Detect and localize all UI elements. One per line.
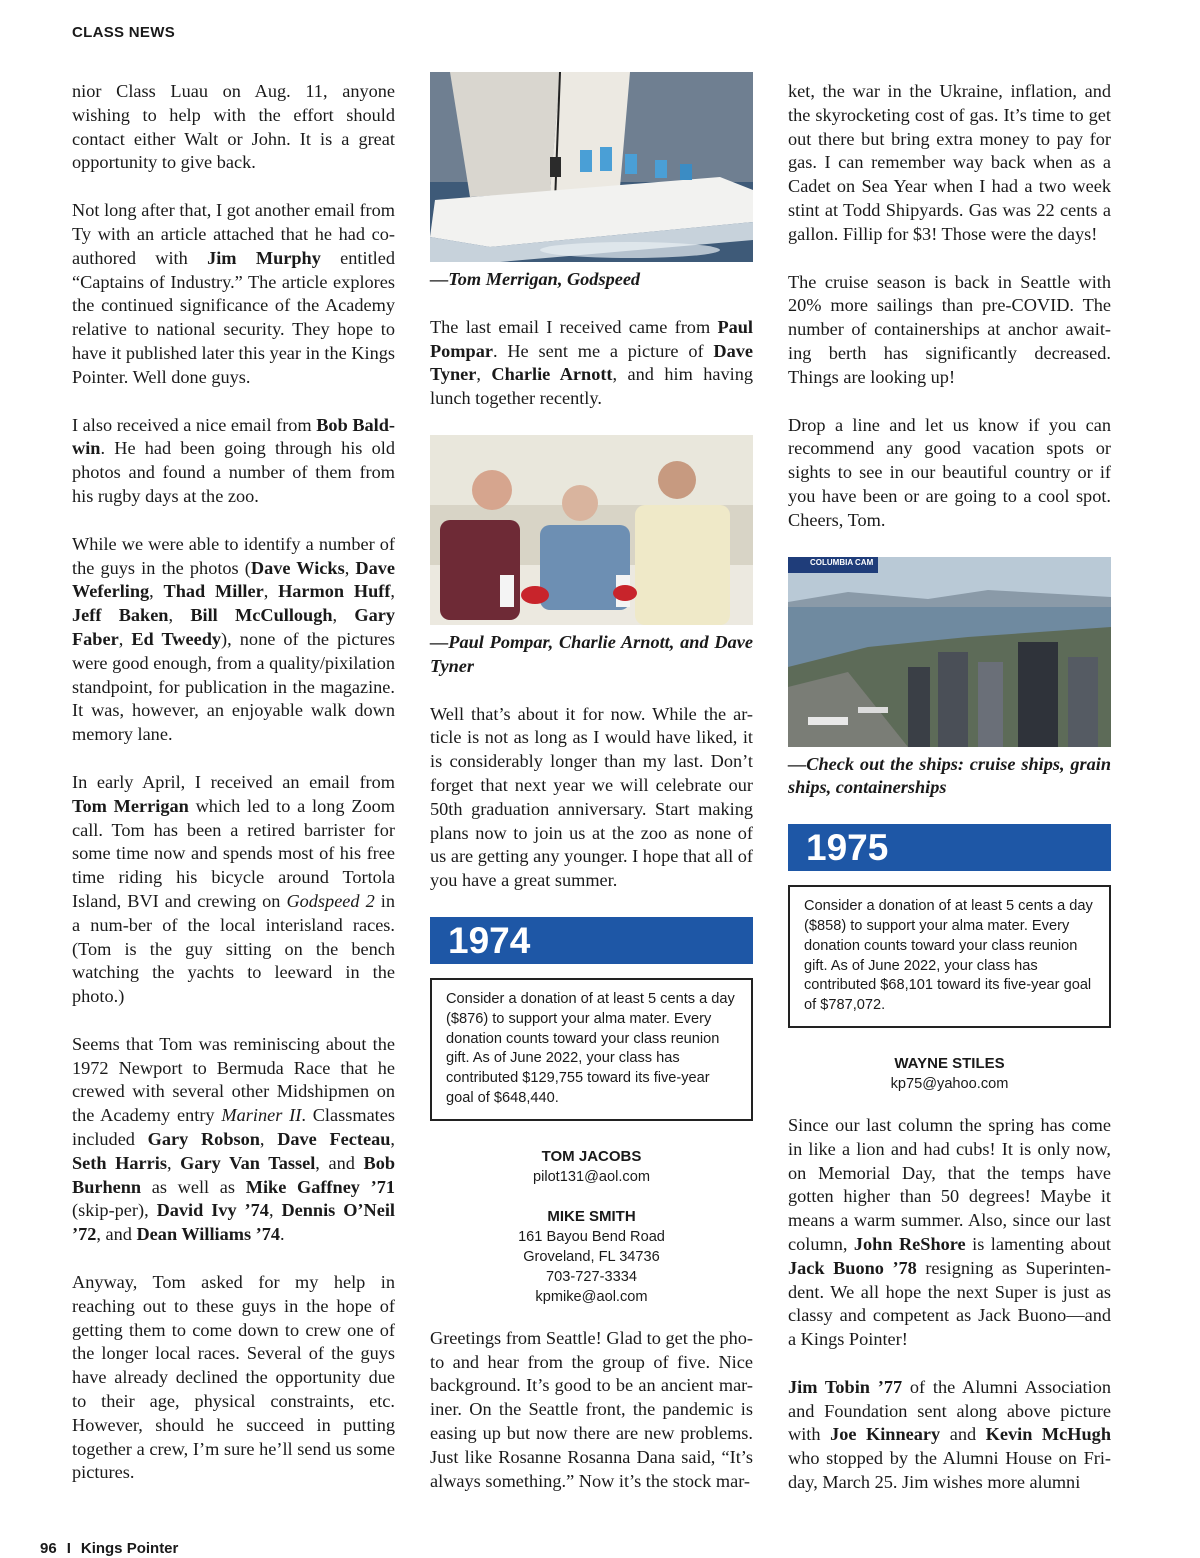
page-number: 96 — [40, 1540, 57, 1557]
paragraph: Jim Tobin ’77 of the Alumni Association and Foundation sent along above picture with Joe Kinneary and Kevin McHugh who stopped by the Alumni House on Fri-day, March 25. Jim wishes more alumni — [788, 1376, 1111, 1493]
paragraph: Since our last column the spring has come in like a lion and had cubs! It is only now, on Memorial Day, that the temps have gotten higher than 50 degrees! Maybe it means a warm summer. Also, since our last column, John ReShore is lamenting about Jack Buono ’78 resigning as Superinten-dent. We all hope the next Super is just as classy and competent as Jack Buono—and a Kings Pointer! — [788, 1114, 1111, 1350]
contact-name: WAYNE STILES — [894, 1054, 1005, 1072]
contact-email[interactable]: kp75@yahoo.com — [890, 1075, 1009, 1092]
year-header-1974: 1974 — [430, 917, 753, 964]
contact-phone: 703-727-3334 — [546, 1268, 637, 1285]
section-label: CLASS NEWS — [72, 24, 176, 41]
paragraph: Drop a line and let us know if you can recommend any good vacation spots or sights to see in our beautiful country or if you have been or are going to a cool spot. Cheers, Tom. — [788, 414, 1111, 530]
contact-email[interactable]: kpmike@aol.com — [535, 1288, 648, 1305]
seattle-photo — [788, 557, 1111, 747]
donation-box: Consider a donation of at least 5 cents a day ($876) to support your alma mater. Every donation counts toward your class reunion gift. As of June 2022, your class has contributed $129,755 toward its five-year goal of $648,440. — [430, 978, 753, 1121]
publication-name: Kings Pointer — [80, 1540, 179, 1557]
paragraph: Not long after that, I got another email from Ty with an article attached that he had co-authored with Jim Murphy entitled “Captains of Industry.” The article explores the continued significance of the Academy relative to national security. They hope to have it published later this year in the Kings Pointer. Well done guys. — [72, 200, 395, 387]
column-1 — [72, 80, 395, 1509]
paragraph: While we were able to identify a number of the guys in the photos (Dave Wicks, Dave Weferling, Thad Miller, Harmon Huff, Jeff Baken, Bill McCullough, Gary Faber, Ed Tweedy), none of the pictures were good enough, from a quality/pixilation standpoint, for publication in the magazine. It was, however, an enjoyable walk down memory lane. — [72, 533, 396, 745]
contact-address: 161 Bayou Bend Road — [518, 1228, 665, 1245]
contact-name: MIKE SMITH — [547, 1207, 636, 1225]
paragraph: The last email I received came from Paul Pompar. He sent me a picture of Dave Tyner, Charlie Arnott, and him having lunch together recently. — [430, 316, 754, 409]
paragraph: The cruise season is back in Seattle with 20% more sailings than pre-COVID. The number of containerships at anchor await-ing berth has significantly decreased. Things are looking up! — [788, 271, 1111, 387]
photo-caption: —Paul Pompar, Charlie Arnott, and Dave Tyner — [430, 631, 753, 676]
contact-block — [788, 1054, 1111, 1094]
page-footer — [40, 1540, 178, 1557]
paragraph: Greetings from Seattle! Glad to get the pho-to and hear from the group of five. Nice background. It’s good to be an ancient mar-iner. On the Seattle front, the pandemic is easing up but now there are new problems. Just like Rosanne Rosanna Dana said, “It’s always something.” Now it’s the stock mar- — [430, 1327, 753, 1491]
paragraph: Seems that Tom was reminiscing about the 1972 Newport to Bermuda Race that he crewed with several other Midshipmen on the Academy entry Mariner II. Classmates included Gary Robson, Dave Fecteau, Seth Harris, Gary Van Tassel, and Bob Burhenn as well as Mike Gaffney ’71 (skip-per), David Ivy ’74, Dennis O’Neil ’72, and Dean Williams ’74. — [72, 1033, 396, 1245]
column-2 — [430, 72, 753, 1517]
donation-box: Consider a donation of at least 5 cents a day ($858) to support your alma mater. Every donation counts toward your class reunion gift. As of June 2022, your class has contributed $68,101 toward its five-year goal of $787,072. — [788, 885, 1111, 1028]
contact-email[interactable]: pilot131@aol.com — [532, 1168, 651, 1185]
photo-caption: —Tom Merrigan, Godspeed — [430, 269, 641, 289]
paragraph: Well that’s about it for now. While the ar-ticle is not as long as I would have liked, it is considerably longer than my last. Don’t forget that next year we will celebrate our 50th graduation anniversary. Start making plans now to join us at the zoo as none of us are getting any younger. I hope that all of you have a great summer. — [430, 703, 753, 891]
photo-caption: —Check out the ships: cruise ships, grain ships, containerships — [788, 753, 1111, 798]
contact-name: TOM JACOBS — [541, 1147, 642, 1165]
sailboat-photo — [430, 72, 753, 262]
footer-separator: I — [66, 1540, 71, 1557]
paragraph: Anyway, Tom asked for my help in reaching out to these guys in the hope of getting them to come down to crew one of the longer local races. Several of the guys have already declined the opportunity due to their age, physical constraints, etc. However, should he succeed in putting together a crew, I’m sure he’ll send us some pictures. — [72, 1272, 395, 1483]
lunch-photo — [430, 435, 753, 625]
contact-block — [430, 1207, 753, 1307]
year-header-1975: 1975 — [788, 824, 1111, 871]
paragraph: In early April, I received an email from Tom Merrigan which led to a long Zoom call. Tom has been a retired barrister for some time now and spends most of his free time riding his bicycle around Tortola Island, BVI and crewing on Godspeed 2 in a num-ber of the local interisland races. (Tom is the guy sitting on the bench watching the yachts to leeward in the photo.) — [72, 771, 395, 1007]
column-3 — [788, 80, 1111, 1519]
paragraph: ket, the war in the Ukraine, inflation, and the skyrocketing cost of gas. It’s time to get out there but bring extra money to pay for gas. I can remember way back when as a Cadet on Sea Year when I had a two week stint at Todd Shipyards. Gas was 22 cents a gallon. Fillip for $3! Those were the days! — [788, 81, 1111, 244]
photo-overlay-label: COLUMBIA CAM — [810, 557, 874, 567]
paragraph: I also received a nice email from Bob Bald-win. He had been going through his old photos and found a number of them from his rugby days at the zoo. — [72, 414, 395, 506]
contact-address: Groveland, FL 34736 — [523, 1248, 660, 1265]
contact-block — [430, 1147, 753, 1187]
paragraph: nior Class Luau on Aug. 11, anyone wishing to help with the effort should contact either Walt or John. It is a great opportunity to give back. — [72, 81, 395, 173]
